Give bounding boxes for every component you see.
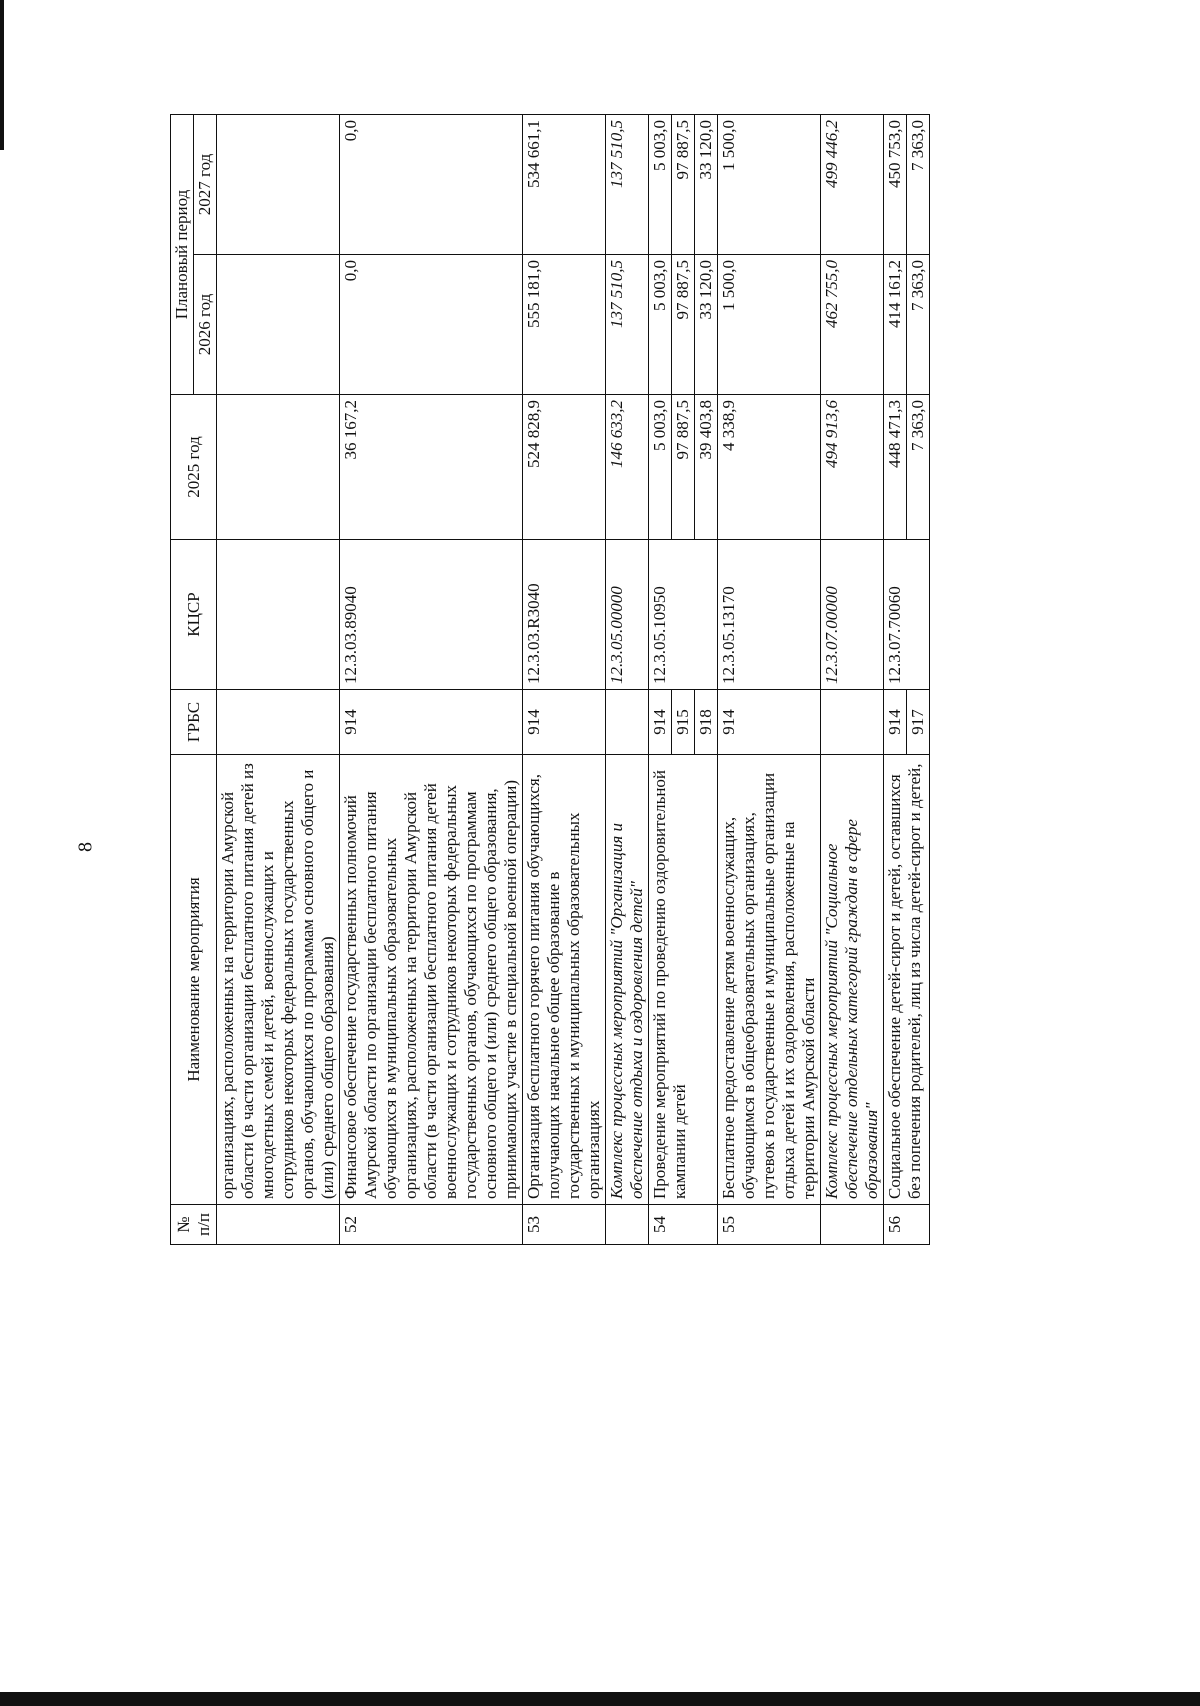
row-name: Комплекс процессных мероприятий "Социальное обеспечение отдельных категорий граждан в сфере образования" — [821, 755, 884, 1205]
row-kcsr: 12.3.07.70060 — [884, 540, 930, 690]
table-row — [217, 114, 340, 1244]
row-name: Социальное обеспечение детей-сирот и детей, оставшихся без попечения родителей, лиц из числа детей-сирот и детей, — [884, 755, 930, 1205]
row-2025: 5 003,0 — [649, 395, 672, 540]
row-2026: 5 003,0 — [649, 255, 672, 395]
row-number: 55 — [718, 1205, 821, 1245]
row-name: Финансовое обеспечение государственных полномочий Амурской области по организации бесплатного питания обучающихся в муниципальных образовательных организациях, расположенных на территории Амурской области (в части организации бесплатного питания детей военнослужащих и сотрудников некоторых федеральных государственных органов, обучающихся по программам основного общего и (или) среднего общего образования, принимающих участие в специальной военной операции) — [340, 755, 523, 1205]
row-name: Проведение мероприятий по проведению оздоровительной кампании детей — [649, 755, 718, 1205]
row-2025: 39 403,8 — [695, 395, 718, 540]
row-2025: 146 633,2 — [606, 395, 649, 540]
row-2026: 1 500,0 — [718, 255, 821, 395]
scan-bottom-edge — [0, 1692, 1200, 1706]
table-row — [718, 114, 821, 1244]
table-row — [340, 114, 523, 1244]
row-grbs: 914 — [649, 690, 672, 755]
header-kcsr: КЦСР — [171, 540, 217, 690]
scan-edge-bar — [0, 0, 4, 150]
row-grbs: 914 — [884, 690, 907, 755]
header-2027: 2027 год — [194, 114, 217, 254]
table-row-complex — [821, 114, 884, 1244]
header-2026: 2026 год — [194, 255, 217, 395]
row-name: организациях, расположенных на территории Амурской области (в части организации бесплатного питания детей из многодетных семей и детей, военнослужащих и сотрудников некоторых федеральных государственных органов, обучающихся по программам основного общего и (или) среднего общего образования) — [217, 755, 340, 1205]
row-2026: 555 181,0 — [523, 255, 606, 395]
table-row — [884, 114, 907, 1244]
row-2026: 33 120,0 — [695, 255, 718, 395]
row-2025: 7 363,0 — [907, 395, 930, 540]
header-grbs: ГРБС — [171, 690, 217, 755]
rotated-table-frame — [170, 115, 1090, 1245]
row-name: Комплекс процессных мероприятий "Организация и обеспечение отдыха и оздоровления детей" — [606, 755, 649, 1205]
row-number: 52 — [340, 1205, 523, 1245]
row-kcsr: 12.3.03.89040 — [340, 540, 523, 690]
row-name: Бесплатное предоставление детям военнослужащих, обучающимся в общеобразовательных организациях, путевок в государственные и муниципальные организации отдыха детей и их оздоровления, расположенные на территории Амурской области — [718, 755, 821, 1205]
row-kcsr: 12.3.03.R3040 — [523, 540, 606, 690]
row-2025: 36 167,2 — [340, 395, 523, 540]
row-grbs: 914 — [340, 690, 523, 755]
row-number: 56 — [884, 1205, 930, 1245]
row-kcsr: 12.3.05.13170 — [718, 540, 821, 690]
row-number — [217, 1205, 340, 1245]
page-number: 8 — [74, 842, 97, 852]
row-number: 54 — [649, 1205, 718, 1245]
row-2027: 97 887,5 — [672, 114, 695, 254]
table-row — [649, 114, 672, 1244]
table-row-complex — [606, 114, 649, 1244]
row-2027: 33 120,0 — [695, 114, 718, 254]
header-2025: 2025 год — [171, 395, 217, 540]
header-planned-period: Плановый период — [171, 114, 194, 394]
row-2026: 7 363,0 — [907, 255, 930, 395]
row-name: Организация бесплатного горячего питания обучающихся, получающих начальное общее образование в государственных и муниципальных образовательных организациях — [523, 755, 606, 1205]
row-2027: 0,0 — [340, 114, 523, 254]
row-2026: 137 510,5 — [606, 255, 649, 395]
row-2025: 97 887,5 — [672, 395, 695, 540]
table-row — [523, 114, 606, 1244]
row-2027: 137 510,5 — [606, 114, 649, 254]
row-2025: 448 471,3 — [884, 395, 907, 540]
row-2025: 494 913,6 — [821, 395, 884, 540]
row-2025: 524 828,9 — [523, 395, 606, 540]
row-grbs: 915 — [672, 690, 695, 755]
row-2027: 5 003,0 — [649, 114, 672, 254]
row-kcsr: 12.3.07.00000 — [821, 540, 884, 690]
row-grbs: 917 — [907, 690, 930, 755]
budget-table — [170, 114, 930, 1245]
row-2027: 499 446,2 — [821, 114, 884, 254]
header-no: № п/п — [171, 1205, 217, 1245]
rotated-content — [170, 115, 1090, 1245]
row-kcsr: 12.3.05.10950 — [649, 540, 718, 690]
row-grbs: 918 — [695, 690, 718, 755]
row-2025: 4 338,9 — [718, 395, 821, 540]
row-2027: 7 363,0 — [907, 114, 930, 254]
row-2026: 97 887,5 — [672, 255, 695, 395]
row-2026: 462 755,0 — [821, 255, 884, 395]
row-grbs: 914 — [718, 690, 821, 755]
row-number: 53 — [523, 1205, 606, 1245]
row-2027: 1 500,0 — [718, 114, 821, 254]
row-2027: 534 661,1 — [523, 114, 606, 254]
row-2027: 450 753,0 — [884, 114, 907, 254]
row-2026: 0,0 — [340, 255, 523, 395]
row-kcsr: 12.3.05.00000 — [606, 540, 649, 690]
row-2026: 414 161,2 — [884, 255, 907, 395]
row-grbs: 914 — [523, 690, 606, 755]
header-name: Наименование мероприятия — [171, 755, 217, 1205]
